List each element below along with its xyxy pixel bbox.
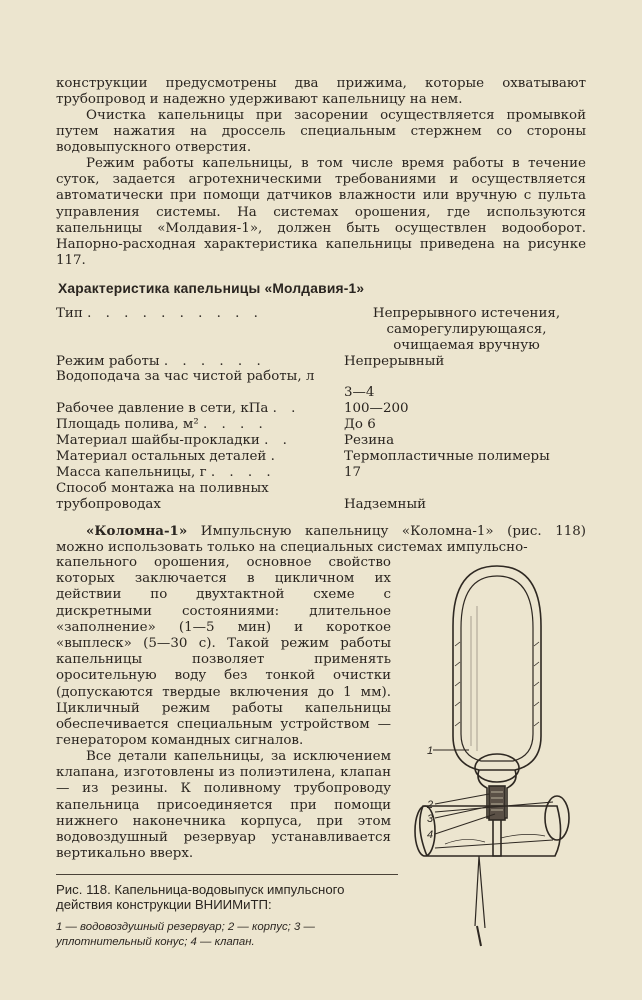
spec-label: Масса капельницы, г [56, 465, 207, 480]
spec-value: 17 [344, 465, 362, 480]
label-1: 1 [427, 745, 434, 757]
label-3: 3 [427, 813, 434, 825]
reservoir-inner [461, 576, 533, 761]
spec-label: Способ монтажа на поливных трубопроводах [56, 481, 269, 512]
kolomna-intro-text: Импульсную капельницу «Коломна-1» (рис. 118) можно использовать только на специальных системах импульсно- [56, 524, 586, 556]
book-page: конструкции предусмотрены два прижима, которые охватывают трубопровод и надежно удерживают капельницу на нем. Очистка капельницы при засорении осуществляется промывкой путем нажатия на дроссель специальным стержнем со стороны водовыпускного отверстия. Режим работы капельницы, в том числе время работы в течение суток, задается агротехническими требованиями и осуществляется автоматически при помощи датчиков влажности или вручную с пульта управления системы. На системах орошения, где используются капельницы «Молдавия-1», должен быть осуществлен водооборот. Напорно-расходная характеристика капельницы приведена на рисунке 117. Характеристика капельницы «Молдавия-1» Тип . . . . . . . . . . Непрерывного истечения, саморегулирующаяся, очищаемая вручную Режим работы . . . . . . Непрерывный Водоподача за час чистой работы, л 3—4 Рабочее давление в сети, кПа . . 100—200 Площадь полива, м² . . . . До 6 Материал шайбы-прокладки . . Резина Материал остальных деталей . Термопластичные полимеры Масса капельницы, г . . . . 17 Способ монтажа на поливных трубопроводах Надземный «Коломна-1» Импульсную капельницу «Коломна-1» (рис. 118) можно использовать только на специальных системах импульсно- капельного орошения, основное свойство которых заключается в цикличном их действии по двухтактной схеме с дискретными состояниями: длительное «заполнение» (1—5 мин) и короткое «выплеск» (5—30 с). Такой режим работы капельницы позволяет применять оросительную воду без тонкой очистки (допускаются твердые включения до 1 мм). Цикличный режим работы капельницы обеспечивается специальным устройством — генератором командных сигналов. Все детали капельницы, за исключением клапана, изготовлены из полиэтилена, клапан — из резины. К поливному трубопроводу капельница присоединяется при помощи нижнего наконечника корпуса, при этом водовоздушный резервуар устанавливается вертикально вверх. Рис. 118. Капельница-водовыпуск импульсного действия конструкции ВНИИМиТП: 1 — водовоздушный резервуар; 2 — корпус; 3 — уплотнительный конус; 4 — клапан. 1 2 3 4 [0, 0, 642, 1000]
spec-heading: Характеристика капельницы «Молдавия-1» [58, 281, 365, 296]
spec-label: Рабочее давление в сети, кПа [56, 401, 269, 416]
spec-value: Непрерывный [344, 354, 445, 369]
label-4: 4 [427, 829, 434, 841]
spec-label: Водоподача за час чистой работы, л [56, 369, 315, 384]
figure-legend: 1 — водовоздушный резервуар; 2 — корпус; 3 — уплотнительный конус; 4 — клапан. [56, 921, 315, 948]
spec-value: Надземный [344, 497, 427, 512]
spec-value: Термопластичные полимеры [344, 449, 550, 464]
paragraph-mode: Режим работы капельницы, в том числе время работы в течение суток, задается агротехническими требованиями и осуществляется автоматически при помощи датчиков влажности или вручную с пульта управления системы. На системах орошения, где используются капельницы «Молдавия-1», должен быть осуществлен водооборот. Напорно-расходная характеристика капельницы приведена на рисунке 117. [56, 156, 586, 269]
kolomna-intro [56, 523, 586, 556]
dripper-drawing [405, 556, 590, 951]
kolomna-title: «Коломна-1» [86, 523, 188, 539]
spec-value: Резина [344, 433, 395, 448]
spec-label: Режим работы [56, 354, 160, 369]
paragraph-cleaning: Очистка капельницы при засорении осуществляется промывкой путем нажатия на дроссель специальным стержнем со стороны водовыпускного отверстия. [56, 108, 586, 156]
spec-label: Площадь полива, м² [56, 417, 199, 432]
spec-label: Материал шайбы-прокладки [56, 433, 260, 448]
label-2: 2 [427, 799, 434, 811]
spec-label: Материал остальных деталей [56, 449, 267, 464]
spec-value: Непрерывного истечения, саморегулирующаяся, очищаемая вручную [372, 306, 561, 353]
spec-value: 100—200 [344, 401, 409, 416]
figure-caption: Рис. 118. Капельница-водовыпуск импульсного действия конструкции ВНИИМиТП: [56, 882, 345, 912]
caption-divider [56, 874, 398, 875]
spec-value: До 6 [344, 417, 376, 432]
kolomna-body: капельного орошения, основное свойство которых заключается в цикличном их действии по двухтактной схеме с дискретными состояниями: длительное «заполнение» (1—5 мин) и короткое «выплеск» (5—30 с). Такой режим работы капельницы позволяет применять оросительную воду без тонкой очистки (допускаются твердые включения до 1 мм). Цикличный режим работы капельницы обеспечивается специальным устройством — генератором командных сигналов. [56, 555, 391, 749]
paragraph-continued: конструкции предусмотрены два прижима, которые охватывают трубопровод и надежно удерживают капельницу на нем. [56, 76, 586, 108]
kolomna-body-2: Все детали капельницы, за исключением клапана, изготовлены из полиэтилена, клапан — из резины. К поливному трубопроводу капельница присоединяется при помощи нижнего наконечника корпуса, при этом водовоздушный резервуар устанавливается вертикально вверх. [56, 749, 391, 862]
spec-label: Тип [56, 306, 83, 321]
spec-value: 3—4 [344, 385, 375, 400]
